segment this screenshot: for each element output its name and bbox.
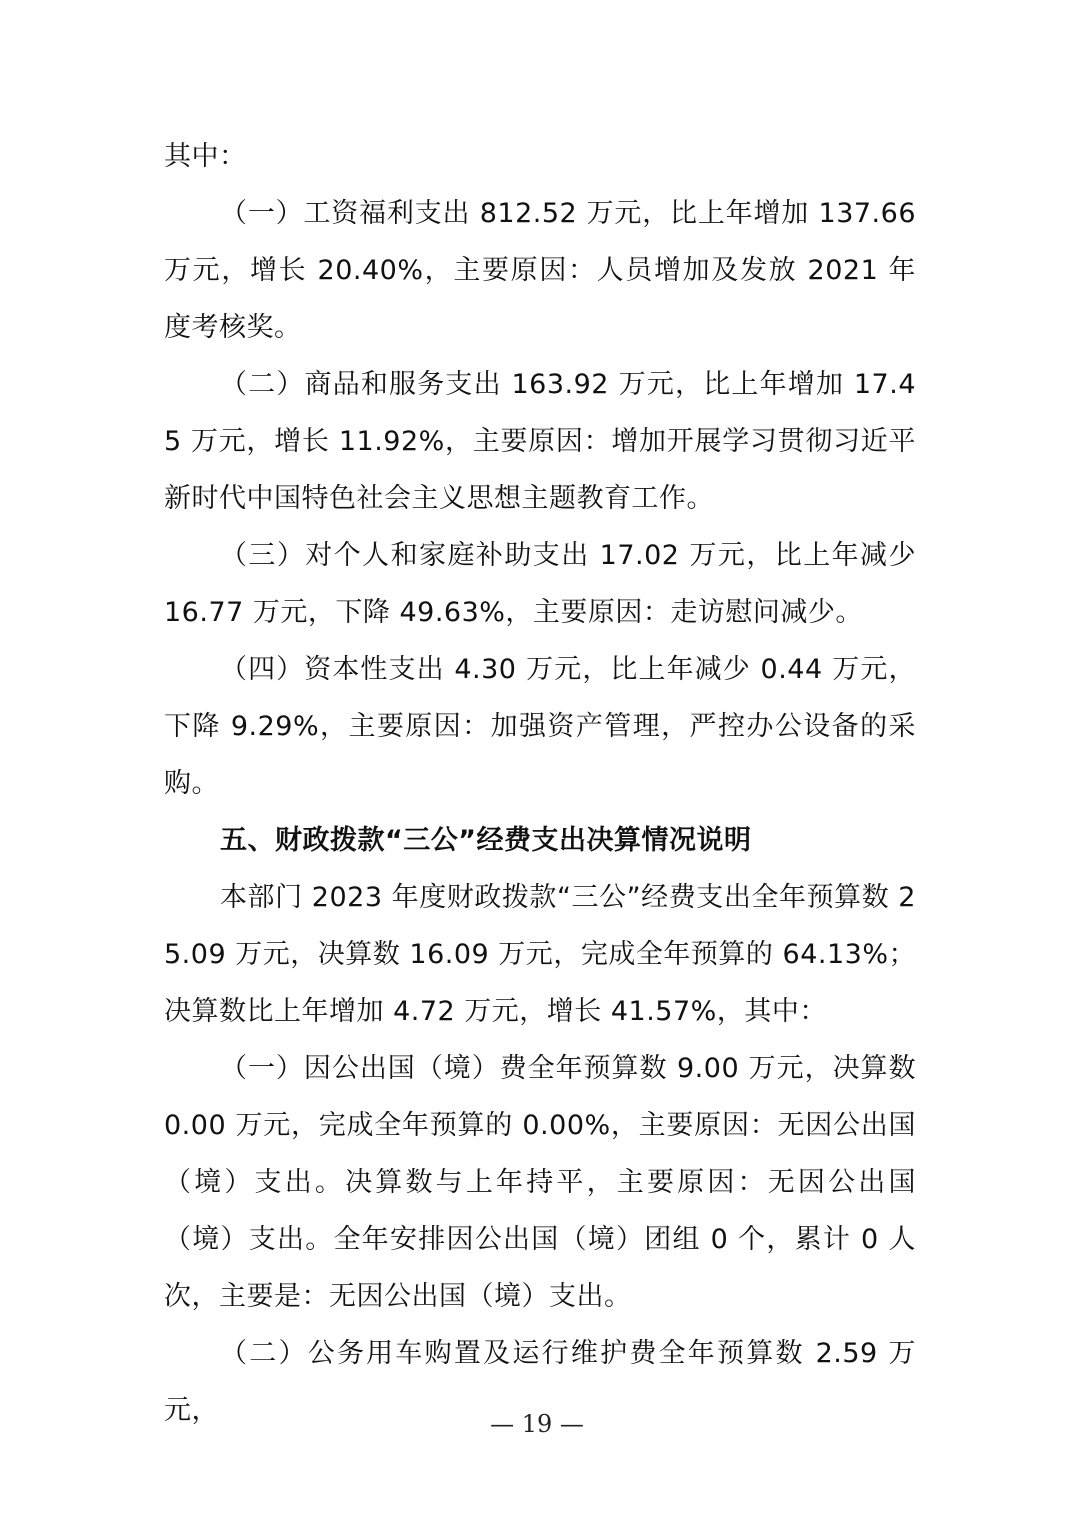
paragraph-overseas-travel: （一）因公出国（境）费全年预算数 9.00 万元，决算数 0.00 万元，完成全年预算的 0.00%，主要原因：无因公出国（境）支出。决算数与上年持平，主要原因：无因公出国（境）支出。全年安排因公出国（境）团组 0 个，累计 0 人次，主要是：无因公出国（境）支出。 <box>164 1053 916 1312</box>
paragraph-wages-benefits: （一）工资福利支出 812.52 万元，比上年增加 137.66 万元，增长 20.40%，主要原因：人员增加及发放 2021 年度考核奖。 <box>164 198 916 343</box>
paragraph-official-vehicles: （二）公务用车购置及运行维护费全年预算数 2.59 万元， <box>164 1338 916 1426</box>
section-heading: 五、财政拨款“三公”经费支出决算情况说明 <box>220 825 752 856</box>
paragraph-three-public-summary: 本部门 2023 年度财政拨款“三公”经费支出全年预算数 25.09 万元，决算数 16.09 万元，完成全年预算的 64.13%；决算数比上年增加 4.72 万元，增长 41.57%，其中： <box>164 882 916 1027</box>
page-number: — 19 — <box>490 1410 584 1438</box>
paragraph-household-subsidy: （三）对个人和家庭补助支出 17.02 万元，比上年减少 16.77 万元，下降 49.63%，主要原因：走访慰问减少。 <box>164 540 916 628</box>
paragraph-capital-expenditure: （四）资本性支出 4.30 万元，比上年减少 0.44 万元，下降 9.29%，主要原因：加强资产管理，严控办公设备的采购。 <box>164 654 916 799</box>
paragraph-intro: 其中： <box>164 141 247 172</box>
paragraph-goods-services: （二）商品和服务支出 163.92 万元，比上年增加 17.45 万元，增长 11.92%，主要原因：增加开展学习贯彻习近平新时代中国特色社会主义思想主题教育工作。 <box>164 369 916 514</box>
document-body <box>164 128 916 1439</box>
